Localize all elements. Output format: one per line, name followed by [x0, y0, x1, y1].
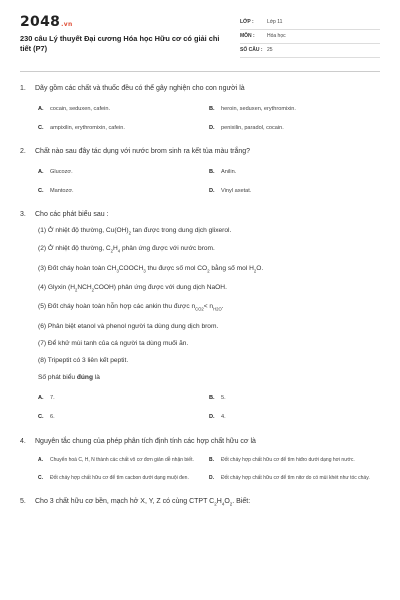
question-number: 3. — [20, 211, 26, 218]
option-letter: D. — [209, 188, 215, 194]
meta-value: Hóa học — [267, 33, 286, 39]
brand-suffix: .vn — [61, 21, 73, 28]
option-letter: B. — [209, 456, 214, 463]
option-letter: A. — [38, 106, 44, 112]
option-letter: B. — [209, 394, 215, 401]
statement-prompt: Số phát biểu đúng là — [38, 373, 100, 381]
answer-options — [38, 456, 380, 492]
option-b[interactable] — [209, 104, 380, 114]
option-b[interactable] — [209, 393, 380, 403]
option-text: Chuyển hoá C, H, N thành các chất vô cơ đơn giản dễ nhận biết. — [50, 456, 194, 463]
option-text: 6. — [50, 413, 55, 420]
question-number: 1. — [20, 85, 26, 92]
header-divider — [20, 71, 380, 72]
option-letter: A. — [38, 456, 43, 463]
option-text: Mantozơ. — [50, 188, 74, 194]
option-text: 7. — [50, 394, 55, 401]
option-letter: C. — [38, 125, 44, 131]
option-letter: B. — [209, 169, 215, 175]
option-d[interactable] — [209, 186, 380, 196]
answer-options — [38, 393, 380, 431]
option-text: penixilin, paradol, cocain. — [221, 125, 284, 131]
meta-row-subject — [240, 30, 380, 44]
question-text: Cho 3 chất hữu cơ bền, mạch hở X, Y, Z có cùng CTPT $C_2H_4O_2$. Biết: — [35, 497, 251, 506]
meta-row-class — [240, 16, 380, 30]
answer-options — [38, 167, 380, 205]
question-2 — [20, 146, 380, 205]
option-a[interactable] — [38, 167, 209, 177]
option-text: 4. — [221, 413, 226, 420]
option-d[interactable] — [209, 123, 380, 133]
option-b[interactable] — [209, 456, 380, 465]
option-b[interactable] — [209, 167, 380, 177]
meta-label: LỚP : — [240, 19, 254, 25]
option-text: Đốt cháy hợp chất hữu cơ để tìm cacbon dưới dạng muội đen. — [50, 474, 189, 481]
brand-name: 2048 — [20, 14, 61, 30]
option-letter: B. — [209, 106, 215, 112]
option-letter: A. — [38, 394, 44, 401]
option-d[interactable] — [209, 474, 380, 483]
statement-8: (8) Tripeptit có 3 liên kết peptit. — [38, 356, 129, 364]
option-letter: D. — [209, 474, 214, 481]
question-1 — [20, 83, 380, 142]
answer-options — [38, 104, 380, 142]
meta-value: 25 — [267, 47, 273, 53]
option-c[interactable] — [38, 412, 209, 422]
question-number: 4. — [20, 437, 26, 445]
question-text: Nguyên tắc chung của phép phân tích định tính các hợp chất hữu cơ là — [35, 437, 256, 445]
statement-3: (3) Đốt cháy hoàn toàn $CH_3COOCH_3$ thu được số mol $CO_2$ bằng số mol $H_2O$. — [38, 264, 264, 273]
question-number: 2. — [20, 148, 26, 155]
brand-logo[interactable] — [20, 14, 225, 30]
option-text: cocain, seduxen, cafein. — [50, 106, 111, 112]
option-letter: D. — [209, 413, 215, 420]
statement-6: (6) Phân biệt etanol và phenol người ta dùng dung dịch brom. — [38, 322, 219, 330]
option-letter: D. — [209, 125, 215, 131]
option-a[interactable] — [38, 104, 209, 114]
option-d[interactable] — [209, 412, 380, 422]
question-text: Chất nào sau đây tác dụng với nước brom sinh ra kết tủa màu trắng? — [35, 148, 251, 155]
statement-2: (2) Ở nhiệt độ thường, $C_2H_4$ phản ứng được với nước brom. — [38, 245, 215, 254]
option-c[interactable] — [38, 123, 209, 133]
meta-row-count — [240, 44, 380, 58]
option-letter: C. — [38, 188, 44, 194]
statement-1: (1) Ở nhiệt độ thường, $Cu(OH)_2$ tan được trong dung dịch glixerol. — [38, 227, 232, 236]
option-text: 5. — [221, 394, 226, 401]
question-3 — [20, 209, 380, 431]
option-c[interactable] — [38, 186, 209, 196]
option-a[interactable] — [38, 456, 209, 465]
option-letter: C. — [38, 413, 44, 420]
question-4 — [20, 436, 380, 492]
option-letter: C. — [38, 474, 43, 481]
document-title: 230 câu Lý thuyết Đại cương Hóa học Hữu cơ có giải chi tiết (P7) — [20, 34, 220, 53]
option-text: heroin, seduxen, erythromixin. — [221, 106, 296, 112]
statement-7: (7) Để khử mùi tanh của cá người ta dùng muối ăn. — [38, 339, 189, 347]
document-header — [20, 14, 380, 58]
meta-label: SỐ CÂU : — [240, 47, 263, 53]
document-meta — [240, 16, 380, 58]
option-c[interactable] — [38, 474, 209, 483]
option-text: Anilin. — [221, 169, 237, 175]
question-text: Cho các phát biểu sau : — [35, 211, 109, 218]
option-text: Đốt cháy hợp chất hữu cơ để tìm nitơ do có mùi khét như tóc cháy. — [221, 474, 370, 481]
meta-value: Lớp 11 — [267, 19, 283, 25]
question-number: 5. — [20, 497, 26, 505]
statement-5: (5) Đốt cháy hoàn toàn hỗn hợp các ankin thu được $n_{CO2}< n_{H2O}$. — [38, 303, 224, 312]
option-letter: A. — [38, 169, 44, 175]
option-text: Vinyl axetat. — [221, 188, 252, 194]
option-a[interactable] — [38, 393, 209, 403]
header-left — [20, 14, 225, 58]
option-text: ampixilin, erythromixin, cafein. — [50, 125, 125, 131]
question-5 — [20, 496, 380, 510]
question-text: Dãy gồm các chất và thuốc đều có thể gây nghiện cho con người là — [35, 85, 245, 92]
statement-4: (4) Glyxin $(H_2NCH_2COOH)$ phản ứng được với dung dịch NaOH. — [38, 283, 227, 293]
meta-label: MÔN : — [240, 33, 255, 39]
option-text: Glucozơ. — [50, 169, 73, 175]
option-text: Đốt cháy hợp chất hữu cơ để tìm hiđro dưới dạng hơi nước. — [221, 456, 355, 463]
